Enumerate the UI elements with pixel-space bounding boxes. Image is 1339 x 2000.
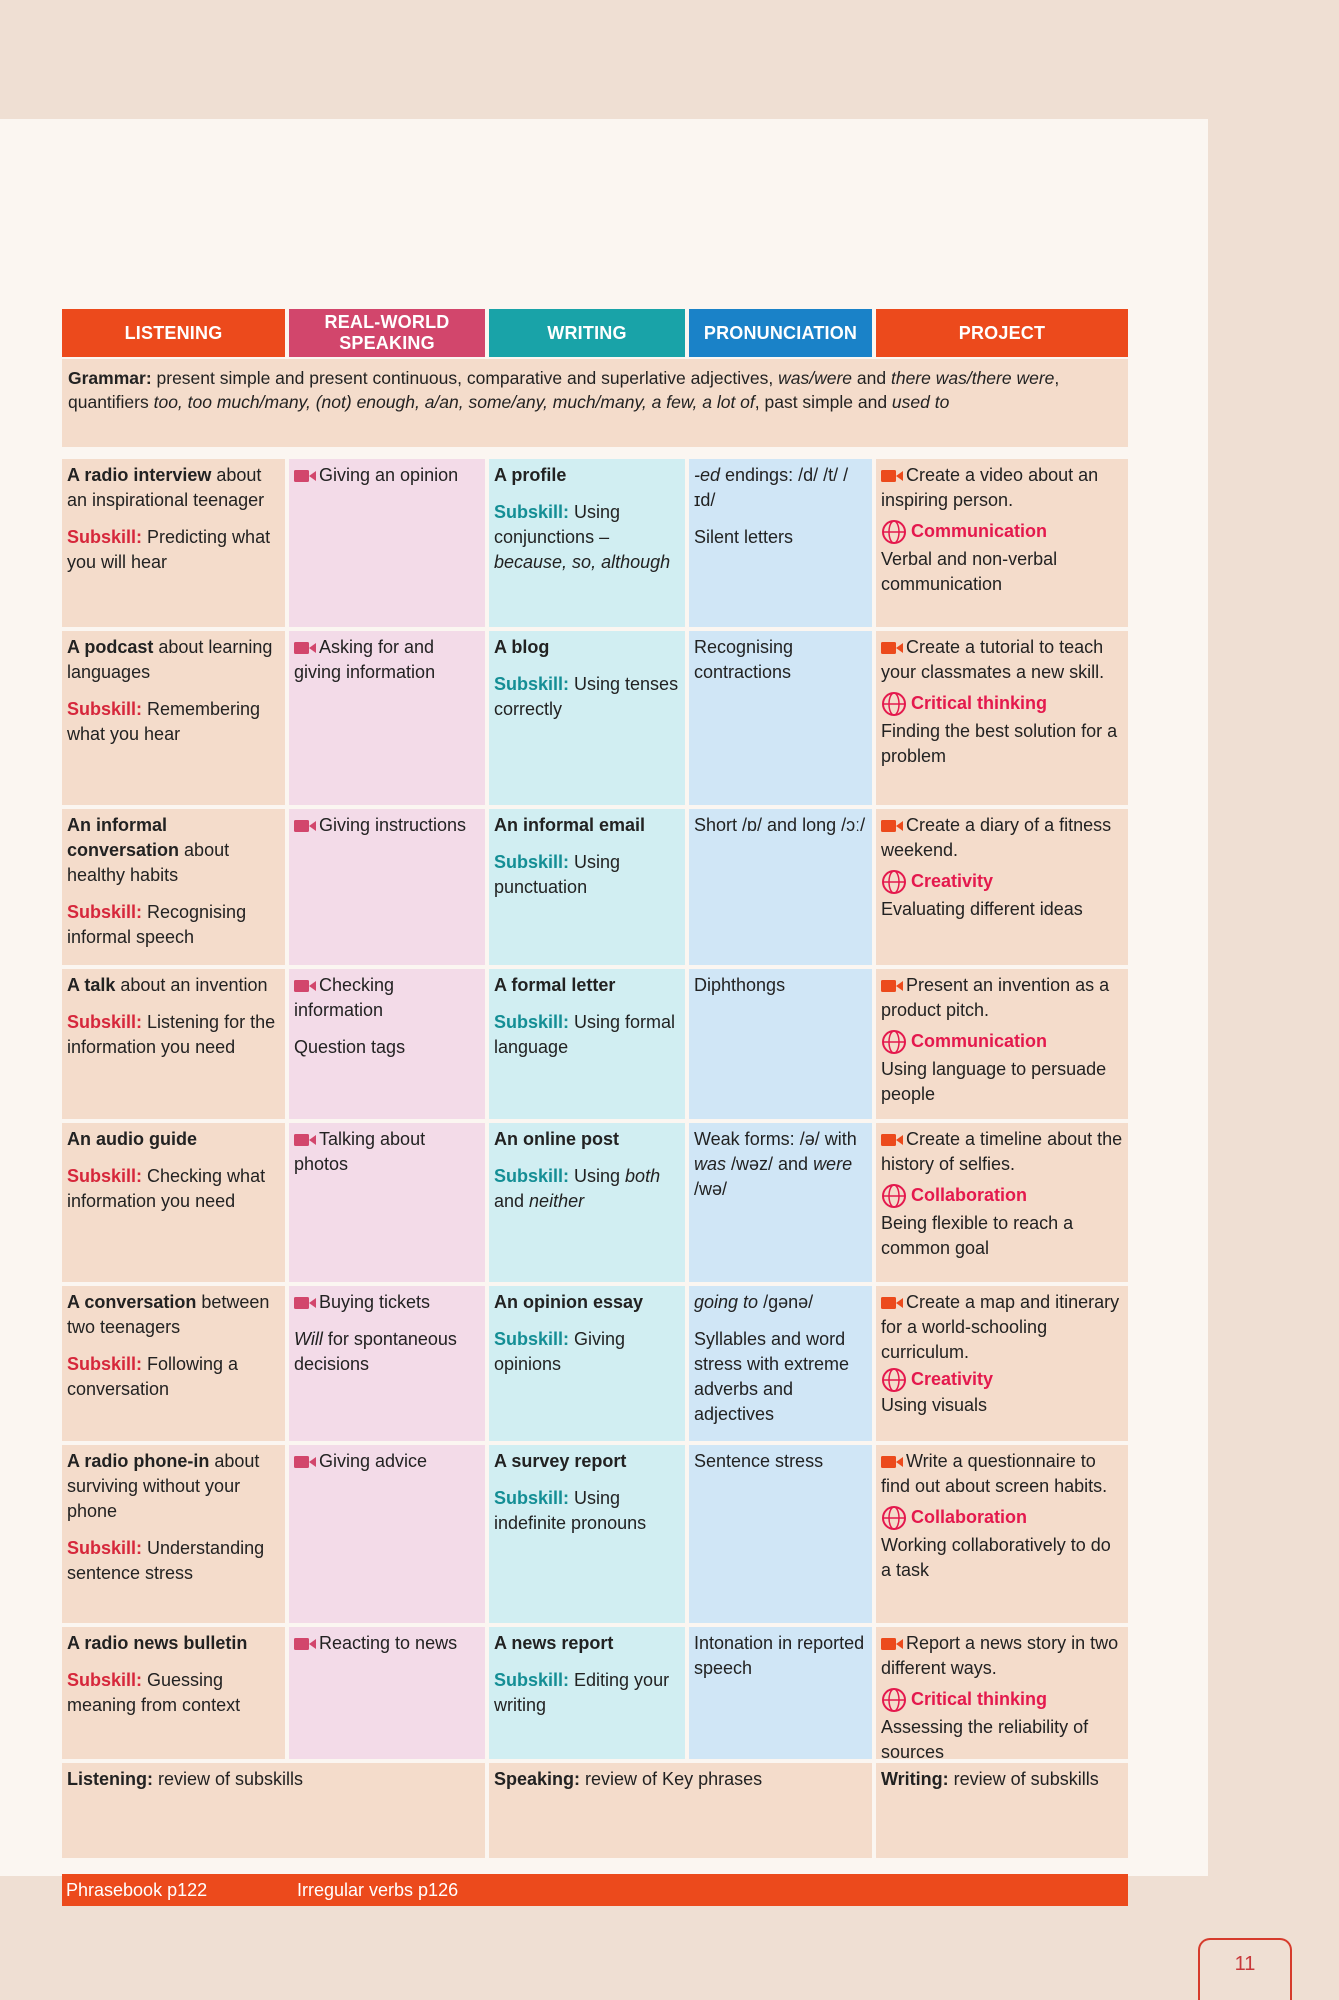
globe-icon [881, 691, 907, 717]
pronunciation-text: Syllables and word stress with extreme adverbs and adjectives [694, 1329, 850, 1424]
footer-bar [62, 1874, 1128, 1906]
writing-title: A survey report [494, 1451, 627, 1471]
writing-cell [489, 1286, 685, 1381]
listening-cell [62, 969, 285, 1064]
subskill-label: Subskill: [67, 1354, 143, 1374]
listening-title: An informal conversation [67, 815, 180, 860]
speaking-cell [289, 631, 485, 689]
skill-label: Communication [911, 521, 1048, 541]
pronunciation-text: /wəz/ and [726, 1154, 814, 1174]
pronunciation-italic: was [694, 1154, 727, 1174]
pronunciation-text: Intonation in reported speech [694, 1633, 865, 1678]
review-text: review of subskills [153, 1769, 304, 1789]
subskill-label: Subskill: [494, 852, 570, 872]
pronunciation-cell [689, 1123, 872, 1206]
project-task: Write a questionnaire to find out about screen habits. [881, 1451, 1108, 1496]
video-camera-icon [881, 1296, 903, 1310]
skill-label: Critical thinking [911, 1689, 1048, 1709]
subskill-label: Subskill: [494, 674, 570, 694]
listening-text: about learning languages [67, 637, 273, 682]
video-camera-icon [881, 469, 903, 483]
header-writing: WRITING [489, 309, 685, 357]
globe-icon [881, 1183, 907, 1209]
review-text: review of Key phrases [580, 1769, 763, 1789]
skill-label: Collaboration [911, 1507, 1027, 1527]
listening-cell [62, 1123, 285, 1218]
video-camera-icon [881, 819, 903, 833]
video-camera-icon [881, 1133, 903, 1147]
writing-cell [489, 1627, 685, 1722]
pronunciation-text: endings: /d/ /t/ /ɪd/ [694, 465, 849, 510]
globe-icon [881, 869, 907, 895]
listening-subskill: Remembering what you hear [67, 699, 261, 744]
writing-title: A blog [494, 637, 550, 657]
video-camera-icon [294, 1133, 316, 1147]
project-task: Report a news story in two different ways. [881, 1633, 1119, 1678]
globe-icon [881, 1505, 907, 1531]
writing-subskill: Using [569, 1166, 626, 1186]
listening-title: A radio interview [67, 465, 212, 485]
video-camera-icon [881, 641, 903, 655]
listening-subskill: Following a conversation [67, 1354, 239, 1399]
video-camera-icon [294, 469, 316, 483]
skill-label: Creativity [911, 1369, 994, 1389]
speaking-function: Giving an opinion [319, 465, 459, 485]
review-text: review of subskills [948, 1769, 1099, 1789]
subskill-label: Subskill: [67, 1670, 143, 1690]
globe-icon [881, 1367, 907, 1393]
listening-text: about an invention [115, 975, 268, 995]
project-cell [876, 631, 1128, 773]
pronunciation-cell [689, 809, 872, 842]
subskill-label: Subskill: [494, 502, 570, 522]
project-task: Create a diary of a fitness weekend. [881, 815, 1112, 860]
listening-text: about healthy habits [67, 840, 230, 885]
listening-subskill: Recognising informal speech [67, 902, 247, 947]
video-camera-icon [294, 1637, 316, 1651]
subskill-label: Subskill: [67, 1538, 143, 1558]
listening-title: A radio phone-in [67, 1451, 210, 1471]
listening-title: A conversation [67, 1292, 197, 1312]
skill-label: Communication [911, 1031, 1048, 1051]
grammar-text: present simple and present continuous, comparative and superlative adjectives, [151, 368, 779, 388]
speaking-extra: for spontaneous decisions [294, 1329, 457, 1374]
pronunciation-cell [689, 1286, 872, 1431]
writing-cell [489, 969, 685, 1064]
subskill-label: Subskill: [67, 527, 143, 547]
review-listening [62, 1763, 485, 1858]
speaking-cell [289, 969, 485, 1064]
listening-cell [62, 1445, 285, 1590]
speaking-cell [289, 1123, 485, 1181]
phrasebook-link[interactable]: Phrasebook p122 [66, 1880, 208, 1900]
page-sheet [0, 119, 1208, 1900]
skill-description: Finding the best solution for a problem [881, 721, 1118, 767]
skill-description: Evaluating different ideas [881, 899, 1083, 920]
grammar-row [62, 359, 1128, 447]
video-camera-icon [294, 641, 316, 655]
video-camera-icon [294, 1455, 316, 1469]
speaking-extra: Question tags [294, 1037, 406, 1057]
writing-title: A profile [494, 465, 567, 485]
skill-label: Collaboration [911, 1185, 1027, 1205]
review-label: Listening: [67, 1769, 153, 1789]
pronunciation-text: Recognising contractions [694, 637, 794, 682]
pronunciation-text: Silent letters [694, 527, 794, 547]
listening-text: about surviving without your phone [67, 1451, 260, 1521]
listening-subskill: Understanding sentence stress [67, 1538, 265, 1583]
writing-subskill: Giving opinions [494, 1329, 626, 1374]
grammar-italic: was/were [778, 368, 853, 388]
writing-cell [489, 1445, 685, 1540]
skill-description: Assessing the reliability of sources [881, 1717, 1089, 1763]
listening-subskill: Predicting what you will hear [67, 527, 271, 572]
video-camera-icon [881, 1637, 903, 1651]
listening-subskill: Checking what information you need [67, 1166, 266, 1211]
pronunciation-text: Sentence stress [694, 1451, 824, 1471]
pronunciation-text: Weak forms: /ə/ with [694, 1129, 857, 1149]
listening-cell [62, 631, 285, 751]
project-task: Create a video about an inspiring person. [881, 465, 1099, 510]
review-label: Speaking: [494, 1769, 581, 1789]
skill-description: Working collaboratively to do a task [881, 1535, 1111, 1581]
pronunciation-italic: were [813, 1154, 853, 1174]
writing-subskill: Using tenses correctly [494, 674, 679, 719]
writing-subskill: Using punctuation [494, 852, 621, 897]
listening-text: between two teenagers [67, 1292, 270, 1337]
video-camera-icon [294, 1296, 316, 1310]
writing-cell [489, 459, 685, 579]
globe-icon [881, 1687, 907, 1713]
video-camera-icon [881, 979, 903, 993]
pronunciation-text: Diphthongs [694, 975, 786, 995]
project-task: Create a map and itinerary for a world-schooling curriculum. [881, 1292, 1120, 1362]
video-camera-icon [294, 819, 316, 833]
grammar-label: Grammar: [68, 368, 152, 388]
speaking-function: Giving advice [319, 1451, 428, 1471]
writing-subskill: Using conjunctions – [494, 502, 621, 547]
listening-text: about an inspirational teenager [67, 465, 265, 510]
speaking-extra-italic: Will [294, 1329, 323, 1349]
subskill-label: Subskill: [67, 699, 143, 719]
listening-cell [62, 459, 285, 579]
speaking-function: Talking about photos [294, 1129, 426, 1174]
speaking-cell [289, 1286, 485, 1381]
writing-title: A formal letter [494, 975, 616, 995]
speaking-function: Checking information [294, 975, 395, 1020]
pronunciation-text: /wə/ [694, 1179, 728, 1199]
skill-label: Critical thinking [911, 693, 1048, 713]
review-label: Writing: [881, 1769, 949, 1789]
writing-subskill: Editing your writing [494, 1670, 670, 1715]
subskill-label: Subskill: [494, 1670, 570, 1690]
project-cell [876, 809, 1128, 926]
speaking-function: Asking for and giving information [294, 637, 436, 682]
pronunciation-text: Short /ɒ/ and long /ɔː/ [694, 815, 866, 835]
speaking-cell [289, 459, 485, 492]
skill-description: Being flexible to reach a common goal [881, 1213, 1074, 1259]
listening-cell [62, 1286, 285, 1406]
pronunciation-cell [689, 459, 872, 554]
speaking-cell [289, 1627, 485, 1660]
project-cell [876, 969, 1128, 1111]
grammar-italic: used to [891, 392, 950, 412]
pronunciation-cell [689, 969, 872, 1002]
writing-cell [489, 809, 685, 904]
listening-subskill: Listening for the information you need [67, 1012, 276, 1057]
writing-subskill-italic: because, so, although [494, 552, 671, 572]
grammar-italic: there was/there were [890, 368, 1055, 388]
header-project: PROJECT [876, 309, 1128, 357]
video-camera-icon [294, 979, 316, 993]
project-cell [876, 1123, 1128, 1265]
project-cell [876, 1627, 1128, 1769]
grammar-italic: too, too much/many, (not) enough, a/an, some/any, much/many, a few, a lot of [153, 392, 755, 412]
skill-description: Using visuals [881, 1395, 988, 1416]
subskill-label: Subskill: [494, 1166, 570, 1186]
writing-title: An online post [494, 1129, 619, 1149]
project-task: Present an invention as a product pitch. [881, 975, 1110, 1020]
skill-description: Using language to persuade people [881, 1059, 1107, 1105]
subskill-label: Subskill: [494, 1488, 570, 1508]
listening-subskill: Guessing meaning from context [67, 1670, 241, 1715]
globe-icon [881, 519, 907, 545]
writing-subskill-italic: both [625, 1166, 661, 1186]
review-speaking [489, 1763, 872, 1858]
listening-cell [62, 809, 285, 954]
writing-subskill-italic: neither [529, 1191, 585, 1211]
project-cell [876, 459, 1128, 601]
speaking-function: Buying tickets [319, 1292, 431, 1312]
subskill-label: Subskill: [494, 1329, 570, 1349]
subskill-label: Subskill: [67, 1166, 143, 1186]
project-task: Create a timeline about the history of selfies. [881, 1129, 1123, 1174]
grammar-text: , quantifiers [68, 368, 1060, 412]
listening-title: A podcast [67, 637, 154, 657]
project-cell [876, 1445, 1128, 1587]
listening-title: A radio news bulletin [67, 1633, 248, 1653]
pronunciation-italic: -ed [694, 465, 721, 485]
pronunciation-cell [689, 631, 872, 689]
grammar-text: , past simple and [754, 392, 892, 412]
writing-subskill: and [494, 1191, 530, 1211]
writing-cell [489, 1123, 685, 1218]
header-real-world-speaking: REAL-WORLD SPEAKING [289, 309, 485, 357]
pronunciation-italic: going to [694, 1292, 759, 1312]
listening-title: An audio guide [67, 1129, 197, 1149]
listening-title: A talk [67, 975, 116, 995]
irregular-verbs-link[interactable]: Irregular verbs p126 [297, 1880, 459, 1900]
skill-label: Creativity [911, 871, 994, 891]
writing-title: An opinion essay [494, 1292, 644, 1312]
writing-title: A news report [494, 1633, 614, 1653]
speaking-function: Giving instructions [319, 815, 467, 835]
writing-title: An informal email [494, 815, 646, 835]
video-camera-icon [881, 1455, 903, 1469]
listening-cell [62, 1627, 285, 1722]
globe-icon [881, 1029, 907, 1055]
subskill-label: Subskill: [67, 902, 143, 922]
speaking-cell [289, 809, 485, 842]
subskill-label: Subskill: [494, 1012, 570, 1032]
writing-cell [489, 631, 685, 726]
speaking-function: Reacting to news [319, 1633, 458, 1653]
review-writing [876, 1763, 1128, 1858]
subskill-label: Subskill: [67, 1012, 143, 1032]
skill-description: Verbal and non-verbal communication [881, 549, 1058, 595]
writing-subskill: Using formal language [494, 1012, 676, 1057]
project-task: Create a tutorial to teach your classmates a new skill. [881, 637, 1105, 682]
writing-subskill: Using indefinite pronouns [494, 1488, 647, 1533]
pronunciation-cell [689, 1627, 872, 1685]
pronunciation-text: /gənə/ [758, 1292, 814, 1312]
header-pronunciation: PRONUNCIATION [689, 309, 872, 357]
page-number: 11 [1198, 1938, 1292, 2000]
grammar-text: and [852, 368, 891, 388]
speaking-cell [289, 1445, 485, 1478]
project-cell [876, 1286, 1128, 1422]
pronunciation-cell [689, 1445, 872, 1478]
header-listening: LISTENING [62, 309, 285, 357]
